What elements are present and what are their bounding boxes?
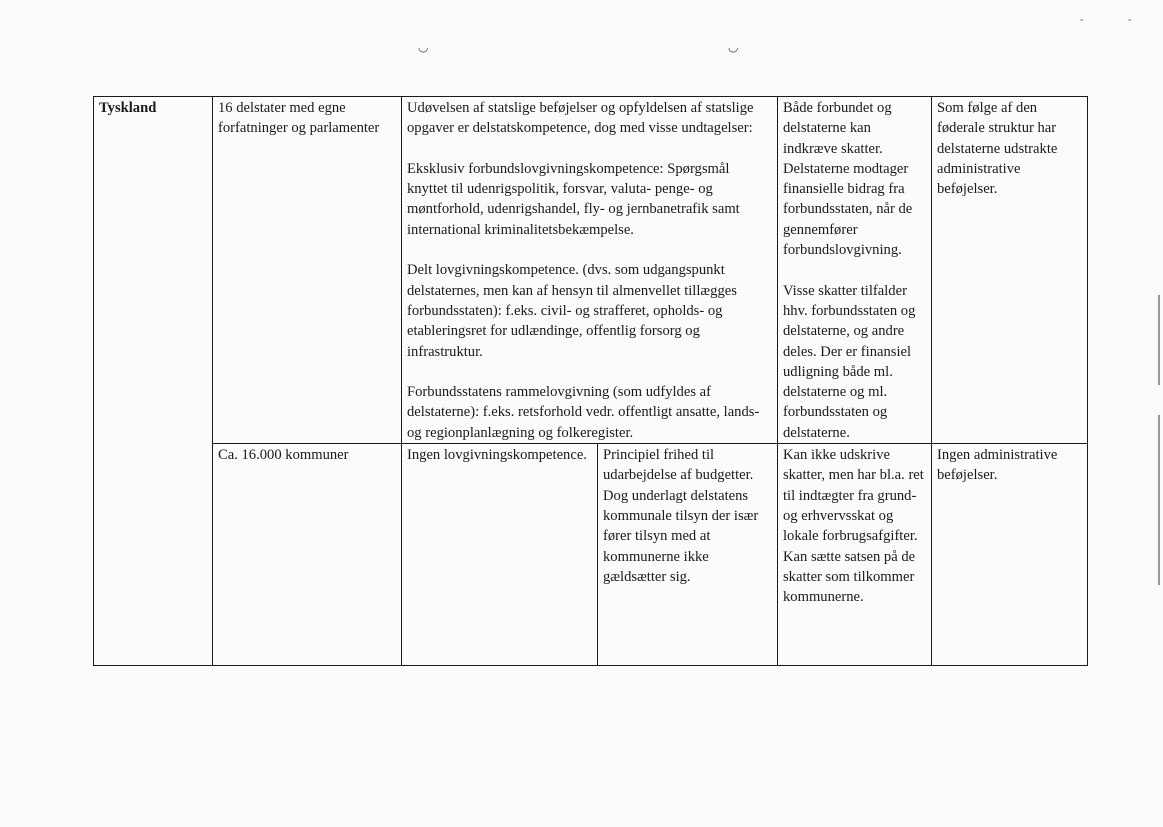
- administration-cell: Ingen administrative beføjelser.: [932, 444, 1088, 666]
- comparison-table: [93, 96, 1088, 666]
- competence-paragraph: Delt lovgivningskompetence. (dvs. som udgangspunkt delstaternes, men kan af hensyn til almenvellet tillægges forbundsstaten): f.eks. civil- og strafferet, opholds- og etableringsret for udlændinge, offentlig forsorg og infrastruktur.: [407, 262, 737, 360]
- legislation-cell: Ingen lovgivningskompetence.: [402, 444, 598, 666]
- scan-speck: -: [1128, 15, 1132, 26]
- competence-paragraph: Udøvelsen af statslige beføjelser og opfyldelsen af statslige opgaver er delstatskompetence, dog med visse undtagelser:: [407, 100, 754, 137]
- competence-cell: [402, 97, 778, 444]
- taxes-cell: Kan ikke udskrive skatter, men har bl.a. ret til indtægter fra grund- og erhvervsskat og lokale forbrugsafgifter. Kan sætte satsen på de skatter som tilkommer kommunerne.: [778, 444, 932, 666]
- competence-paragraph: Eksklusiv forbundslovgivningskompetence: Spørgsmål knyttet til udenrigspolitik, forsvar, valuta- penge- og møntforhold, udenrigshandel, fly- og jernbanetrafik samt international kriminalitetsbekæmpelse.: [407, 160, 740, 238]
- scan-speck: ◡: [728, 40, 739, 54]
- scan-edge-line: [1158, 415, 1160, 585]
- taxes-paragraph: Visse skatter tilfalder hhv. forbundsstaten og delstaterne, og andre deles. Der er finansiel udligning både ml. delstaterne og ml. forbundsstaten og delstaterne.: [783, 282, 916, 441]
- country-cell: Tyskland: [94, 97, 213, 666]
- taxes-cell: [778, 97, 932, 444]
- table-row: [94, 97, 1088, 444]
- table-row: [94, 444, 1088, 666]
- administration-cell: Som følge af den føderale struktur har delstaterne udstrakte administrative beføjelser.: [932, 97, 1088, 444]
- scan-speck: ◡: [418, 40, 429, 54]
- taxes-paragraph: Både forbundet og delstaterne kan indkræve skatter. Delstaterne modtager finansielle bidrag fra forbundsstaten, når de gennemfører forbundslovgivning.: [783, 100, 913, 259]
- competence-paragraph: Forbundsstatens rammelovgivning (som udfyldes af delstaterne): f.eks. retsforhold vedr. offentligt ansatte, lands- og regionplanlægning og folkeregister.: [407, 384, 760, 441]
- structure-cell: Ca. 16.000 kommuner: [213, 444, 402, 666]
- structure-cell: 16 delstater med egne forfatninger og parlamenter: [213, 97, 402, 444]
- budget-cell: Principiel frihed til udarbejdelse af budgetter. Dog underlagt delstatens kommunale tilsyn der især fører tilsyn med at kommunerne ikke gældsætter sig.: [598, 444, 778, 666]
- scan-edge-line: [1158, 295, 1160, 385]
- scan-speck: -: [1080, 15, 1084, 26]
